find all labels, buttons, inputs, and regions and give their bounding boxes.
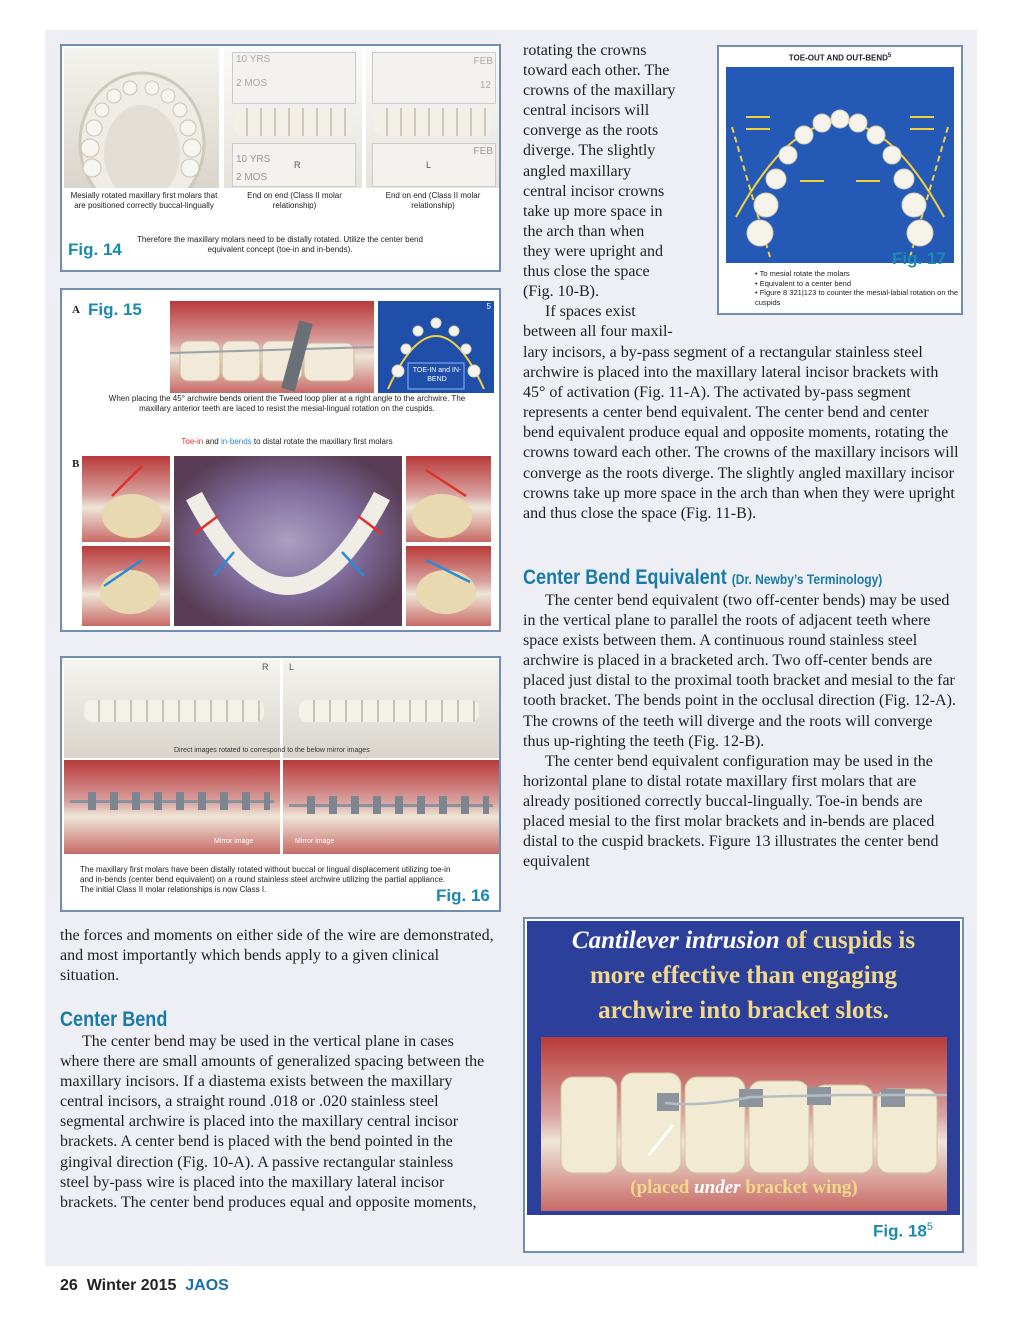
figure-14-caption-bottom: Therefore the maxillary molars need to be distally rotated. Utilize the center bend equivalent concept (toe-in and in-bends). [137, 235, 423, 254]
text-line: crowns of the maxillary [523, 82, 676, 100]
text-line: central incisors will [523, 102, 650, 120]
paragraph: the forces and moments on either side of the wire are demonstrated, and most importantly which bends apply to a given clinical situation. [60, 927, 494, 985]
center-bend-heading: Center Bend [60, 1008, 168, 1031]
figure-15-caption-a: When placing the 45° archwire bends orient the Tweed loop plier at a right angle to the archwire. The maxillary anterior teeth are laced to resist the mesial-lingual rotation on the cuspids. [108, 394, 466, 413]
figure-16-label-L: L [289, 662, 295, 672]
text-line: thus close the space [523, 263, 650, 281]
figure-14-caption-mid: End on end (Class II molar relationship) [247, 191, 342, 210]
bracket-illustration [170, 301, 374, 393]
cast-label-12-top: 12 [479, 80, 491, 91]
figure-18-label-text: Fig. 18 [873, 1221, 927, 1241]
figure-18 [523, 917, 964, 1253]
figure-15-a-clinical-photo [170, 301, 374, 393]
mirror-image-label-2: Mirror image [295, 838, 335, 845]
figure-17-bullets [755, 269, 961, 307]
blue-arrow-right [406, 546, 491, 626]
issue-date: Winter 2015 [86, 1277, 177, 1294]
cast-label-R: R [294, 160, 301, 170]
text-line: converge as the roots [523, 122, 659, 140]
headline-italic: Cantilever intrusion [571, 927, 780, 954]
cast-label-L: L [426, 160, 432, 170]
figure-16-label-R: R [262, 662, 269, 672]
figure-14-right-lateral-cast-photo [224, 48, 362, 188]
headline-rest: of cuspids is [779, 927, 916, 954]
text-line: angled maxillary [523, 162, 631, 180]
figure-16-left-cast-photo [283, 660, 499, 758]
caption-part-2: under [694, 1177, 741, 1198]
paragraph: The center bend equivalent configuration may be used in the horizontal plane to distal rotate maxillary first molars that are already positioned correctly buccal-lingually. Toe-in bends are placed mesial to the first molar brackets and in-bends are placed distal to the cuspid brackets. Figure 13 illustrates the center bend equivalent [523, 752, 939, 871]
figure-16-left-mirror-photo [283, 760, 499, 854]
cast-label-months-mid: 2 MOS [236, 172, 268, 183]
paragraph: lary incisors, a by-pass segment of a rectangular stainless steel archwire is placed into the maxillary lateral incisor brackets with 45° of activation (Fig. 11-A). The activated by-pass segment represents a center bend equivalent. The center bend and center bend equivalent produce equal and opposite moments, rotating the crowns toward each other. The crowns of the maxillary incisors will converge as the roots diverge. The slightly angled maxillary incisor crowns take up more space in the arch than when they were upright and thus close the space (Fig. 11-B). [523, 344, 959, 522]
figure-14-caption-right: End on end (Class II molar relationship) [385, 191, 481, 210]
red-arrow [82, 456, 170, 542]
heading-text: Center Bend Equivalent [523, 566, 727, 589]
text-line: take up more space in [523, 202, 663, 220]
figure-17-title [719, 53, 961, 63]
blue-arrow [82, 546, 170, 626]
text-line: rotating the crowns [523, 42, 647, 59]
red-arrow-right [406, 456, 491, 542]
center-bend-equivalent-body [523, 591, 963, 872]
headline-line-1 [527, 923, 960, 958]
left-column-intro-text [60, 926, 501, 986]
caption-part-3: bracket wing) [740, 1177, 858, 1198]
figure-15-label: Fig. 15 [88, 300, 142, 319]
figure-15-a-arch-diagram [378, 301, 494, 393]
figure-16-caption: The maxillary first molars have been distally rotated without buccal or lingual displacement utilizing toe-in and in-bends (center bend equivalent) on a round stainless steel archwire utilizing the partial appliance. The initial Class II molar relationships is now Class I. [80, 865, 451, 894]
figure-14 [60, 44, 501, 272]
mirror-image-label-1: Mirror image [214, 838, 254, 845]
figure-14-label: Fig. 14 [68, 240, 122, 259]
figure-17-bullet: • Equivalent to a center bend [755, 278, 852, 288]
figure-18-clinical-photo [541, 1037, 947, 1211]
text-line: If spaces exist [545, 303, 636, 321]
figure-15-caption-b [122, 437, 452, 447]
cast-label-feb-mid: FEB [473, 146, 493, 157]
figure-15 [60, 288, 501, 632]
caption-inbends: in-bends [220, 437, 252, 446]
figure-15-inset-label: TOE-IN and IN-BEND [412, 367, 462, 383]
cast-label-months-top: 2 MOS [236, 78, 268, 89]
text-line: diverge. The slightly [523, 142, 656, 160]
figure-15-b-molar-photo-2 [82, 546, 170, 626]
figure-18-headline [527, 923, 960, 1028]
caption-toein: Toe-in [181, 437, 204, 446]
figure-15-part-a: A [72, 304, 80, 316]
caption-part-1: (placed [630, 1177, 695, 1198]
figure-16-label: Fig. 16 [436, 886, 490, 905]
figure-14-caption-left: Mesially rotated maxillary first molars that are positioned correctly buccal-lingually [70, 191, 218, 210]
paragraph: The center bend equivalent (two off-center bends) may be used in the vertical plane to parallel the roots of adjacent teeth where space exists between them. A continuous round stainless steel archwire is placed in a bracketed arch. Two off-center bends are placed just distal to the proximal tooth bracket and mesial to the far tooth bracket. The bends point in the occlusal direction (Fig. 12-A). The crowns of the teeth will diverge and the roots will converge thus up-righting the teeth (Fig. 12-B). [523, 592, 956, 750]
figure-18-slide [527, 921, 960, 1215]
figure-16-right-mirror-photo [64, 760, 280, 854]
figure-14-left-lateral-cast-photo [366, 48, 499, 188]
page-number: 26 [60, 1277, 78, 1294]
text-line: toward each other. The [523, 62, 670, 80]
figure-15-b-molar-photo-1 [82, 456, 170, 542]
right-column-narrow-text [523, 41, 715, 342]
cast-label-feb-top: FEB [473, 56, 493, 67]
figure-15-b-molar-photo-3 [406, 456, 491, 542]
figure-18-label-sup: 5 [926, 1221, 933, 1233]
cast-label-years-top: 10 YRS [236, 54, 271, 65]
figure-15-part-b: B [72, 458, 80, 470]
right-column-wide-text [523, 343, 963, 524]
figure-15-b-occlusal-photo [174, 456, 402, 626]
figure-17-title-sup: 5 [887, 53, 892, 59]
text-line: they were upright and [523, 242, 663, 260]
occlusal-illustration [174, 456, 402, 626]
figure-17-bullet: • To mesial rotate the molars [755, 269, 850, 278]
cast-label-years-mid: 10 YRS [236, 154, 271, 165]
cast-arch-illustration [64, 48, 219, 188]
figure-17-bullet: • Figure 8 321|123 to counter the mesial-labial rotation on the cuspids [755, 288, 959, 307]
figure-15-b-molar-photo-4 [406, 546, 491, 626]
text-line: central incisor crowns [523, 182, 665, 200]
center-bend-body [60, 1032, 486, 1213]
figure-15-superscript: 5 [486, 302, 491, 311]
caption-and: and [203, 437, 221, 446]
caption-b-rest: to distal rotate the maxillary first molars [251, 437, 393, 446]
arch-diagram-svg [726, 67, 954, 263]
figure-17 [717, 45, 963, 315]
figure-16 [60, 656, 501, 912]
figure-17-label: Fig. 17 [892, 249, 946, 268]
journal-name: JAOS [185, 1277, 229, 1294]
figure-14-occlusal-cast-photo [64, 48, 219, 188]
text-line: the arch than when [523, 222, 645, 240]
figure-17-arch-diagram [726, 67, 954, 263]
figure-17-title-text: TOE-OUT AND OUT-BEND [788, 53, 888, 63]
heading-subtitle: (Dr. Newby’s Terminology) [731, 571, 883, 587]
headline-line-2: more effective than engaging [589, 962, 898, 989]
figure-18-label [873, 1221, 933, 1242]
figure-16-direct-images-note: Direct images rotated to correspond to the below mirror images [174, 747, 370, 754]
center-bend-equivalent-heading [523, 566, 882, 590]
paragraph: The center bend may be used in the vertical plane in cases where there are small amounts of generalized spacing between the maxillary incisors. If a diastema exists between the maxillary central incisors, a straight round .018 or .020 stainless steel segmental archwire is placed into the maxillary central incisor brackets. A center bend is placed with the bend pointed in the gingival direction (Fig. 10-A). A passive rectangular stainless steel by-pass wire is placed into the maxillary lateral incisor brackets. The center bend produces equal and opposite moments, [60, 1033, 485, 1211]
figure-18-photo-caption [541, 1177, 947, 1199]
headline-line-3: archwire into bracket slots. [598, 997, 889, 1024]
figure-16-right-cast-photo [64, 660, 280, 758]
page-footer [60, 1277, 229, 1295]
text-line: between all four maxil- [523, 323, 673, 341]
text-line: (Fig. 10-B). [523, 283, 599, 301]
